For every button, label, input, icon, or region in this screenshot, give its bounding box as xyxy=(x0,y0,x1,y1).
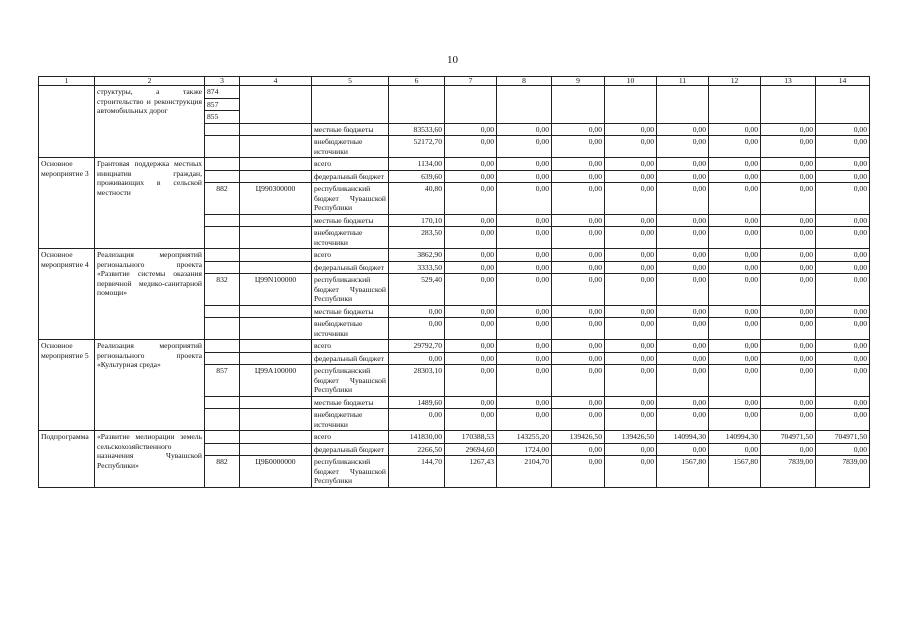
value-cell: 0,00 xyxy=(552,123,605,136)
value-cell: 140994,30 xyxy=(657,431,709,444)
funding-source: всего xyxy=(312,340,389,353)
value-cell: 0,00 xyxy=(605,443,657,456)
value-cell: 0,00 xyxy=(552,396,605,409)
grbs-code: 832 xyxy=(205,274,240,306)
value-cell: 0,00 xyxy=(552,183,605,215)
funding-source: республиканский бюджет Чувашской Республики xyxy=(312,456,389,488)
value-cell: 0,00 xyxy=(605,409,657,431)
value-cell: 0,00 xyxy=(552,158,605,171)
column-number: 11 xyxy=(657,77,709,86)
grbs-code xyxy=(205,396,240,409)
target-code xyxy=(240,214,312,227)
column-number: 5 xyxy=(312,77,389,86)
column-number: 13 xyxy=(761,77,816,86)
value-cell: 83533,60 xyxy=(389,123,445,136)
grbs-code xyxy=(205,261,240,274)
value-cell: 0,00 xyxy=(657,274,709,306)
target-code xyxy=(240,352,312,365)
measure-description: «Развитие мелиорации земель сельскохозяйственного назначения Чувашской Республики» xyxy=(95,431,205,488)
value-cell: 0,00 xyxy=(709,214,761,227)
value-cell: 0,00 xyxy=(552,170,605,183)
value-cell: 0,00 xyxy=(709,227,761,249)
grbs-code xyxy=(205,305,240,318)
value-cell: 0,00 xyxy=(497,305,552,318)
value-cell: 0,00 xyxy=(761,305,816,318)
value-cell xyxy=(445,86,497,124)
value-cell: 141830,00 xyxy=(389,431,445,444)
target-code: Ц99А100000 xyxy=(240,365,312,397)
value-cell: 0,00 xyxy=(389,352,445,365)
value-cell: 0,00 xyxy=(761,158,816,171)
funding-source: федеральный бюджет xyxy=(312,261,389,274)
target-code xyxy=(240,340,312,353)
value-cell: 0,00 xyxy=(445,305,497,318)
cell-col1 xyxy=(39,86,95,158)
value-cell: 0,00 xyxy=(497,214,552,227)
value-cell: 0,00 xyxy=(445,409,497,431)
value-cell: 0,00 xyxy=(709,274,761,306)
value-cell: 0,00 xyxy=(816,340,870,353)
value-cell: 3333,50 xyxy=(389,261,445,274)
value-cell: 0,00 xyxy=(497,170,552,183)
value-cell: 2266,50 xyxy=(389,443,445,456)
column-number: 2 xyxy=(95,77,205,86)
value-cell: 0,00 xyxy=(657,443,709,456)
target-code xyxy=(240,158,312,171)
value-cell: 40,80 xyxy=(389,183,445,215)
value-cell: 0,00 xyxy=(709,340,761,353)
value-cell: 0,00 xyxy=(605,183,657,215)
column-number: 10 xyxy=(605,77,657,86)
value-cell: 0,00 xyxy=(816,274,870,306)
value-cell: 139426,50 xyxy=(605,431,657,444)
value-cell: 0,00 xyxy=(657,305,709,318)
value-cell: 7839,00 xyxy=(761,456,816,488)
column-number-row xyxy=(39,77,870,86)
value-cell: 0,00 xyxy=(657,136,709,158)
value-cell: 0,00 xyxy=(445,158,497,171)
value-cell: 0,00 xyxy=(389,318,445,340)
value-cell: 0,00 xyxy=(816,443,870,456)
funding-source: местные бюджеты xyxy=(312,123,389,136)
grbs-code xyxy=(205,431,240,444)
value-cell: 0,00 xyxy=(709,409,761,431)
funding-source: республиканский бюджет Чувашской Республики xyxy=(312,274,389,306)
value-cell: 0,00 xyxy=(657,214,709,227)
grbs-code: 882 xyxy=(205,456,240,488)
value-cell: 0,00 xyxy=(657,352,709,365)
target-code xyxy=(240,249,312,262)
grbs-code xyxy=(205,340,240,353)
column-number: 8 xyxy=(497,77,552,86)
target-code xyxy=(240,170,312,183)
value-cell: 0,00 xyxy=(497,340,552,353)
value-cell: 0,00 xyxy=(552,214,605,227)
value-cell: 0,00 xyxy=(445,274,497,306)
grbs-code xyxy=(205,249,240,262)
value-cell: 0,00 xyxy=(816,214,870,227)
funding-source: внебюджетные источники xyxy=(312,136,389,158)
funding-source: местные бюджеты xyxy=(312,305,389,318)
column-number: 9 xyxy=(552,77,605,86)
value-cell: 704971,50 xyxy=(761,431,816,444)
value-cell: 0,00 xyxy=(709,365,761,397)
budget-table xyxy=(38,76,870,488)
value-cell: 0,00 xyxy=(497,365,552,397)
value-cell: 1724,00 xyxy=(497,443,552,456)
target-code xyxy=(240,86,312,124)
value-cell: 2104,70 xyxy=(497,456,552,488)
value-cell: 0,00 xyxy=(709,305,761,318)
value-cell: 0,00 xyxy=(709,249,761,262)
value-cell: 1267,43 xyxy=(445,456,497,488)
value-cell: 0,00 xyxy=(761,443,816,456)
value-cell: 0,00 xyxy=(445,123,497,136)
value-cell: 704971,50 xyxy=(816,431,870,444)
value-cell: 0,00 xyxy=(605,214,657,227)
value-cell: 0,00 xyxy=(605,365,657,397)
value-cell: 0,00 xyxy=(657,396,709,409)
value-cell: 0,00 xyxy=(761,183,816,215)
funding-source: местные бюджеты xyxy=(312,396,389,409)
value-cell: 0,00 xyxy=(552,227,605,249)
value-cell xyxy=(389,86,445,124)
value-cell xyxy=(709,86,761,124)
column-number: 4 xyxy=(240,77,312,86)
value-cell: 0,00 xyxy=(605,261,657,274)
value-cell: 0,00 xyxy=(657,365,709,397)
column-number: 12 xyxy=(709,77,761,86)
value-cell: 0,00 xyxy=(497,249,552,262)
value-cell: 7839,00 xyxy=(816,456,870,488)
table-row xyxy=(39,86,870,99)
target-code xyxy=(240,431,312,444)
value-cell: 0,00 xyxy=(445,318,497,340)
measure-description: структуры, а также строительство и реконструкция автомобильных дорог xyxy=(95,86,205,158)
funding-source: республиканский бюджет Чувашской Республики xyxy=(312,365,389,397)
value-cell: 0,00 xyxy=(709,123,761,136)
value-cell: 0,00 xyxy=(552,443,605,456)
value-cell: 0,00 xyxy=(389,409,445,431)
grbs-code: 882 xyxy=(205,183,240,215)
value-cell: 0,00 xyxy=(709,261,761,274)
value-cell: 0,00 xyxy=(605,318,657,340)
value-cell: 170388,53 xyxy=(445,431,497,444)
value-cell: 0,00 xyxy=(657,409,709,431)
funding-source: всего xyxy=(312,431,389,444)
value-cell: 0,00 xyxy=(497,352,552,365)
value-cell: 0,00 xyxy=(497,261,552,274)
grbs-code xyxy=(205,318,240,340)
value-cell: 0,00 xyxy=(761,396,816,409)
value-cell: 0,00 xyxy=(605,136,657,158)
value-cell: 0,00 xyxy=(445,183,497,215)
value-cell: 0,00 xyxy=(605,456,657,488)
value-cell: 0,00 xyxy=(605,340,657,353)
value-cell: 0,00 xyxy=(445,261,497,274)
value-cell: 0,00 xyxy=(761,170,816,183)
value-cell xyxy=(761,86,816,124)
target-code xyxy=(240,227,312,249)
funding-source: внебюджетные источники xyxy=(312,409,389,431)
column-number: 14 xyxy=(816,77,870,86)
value-cell: 0,00 xyxy=(657,158,709,171)
value-cell: 0,00 xyxy=(445,396,497,409)
value-cell: 0,00 xyxy=(445,170,497,183)
value-cell: 0,00 xyxy=(761,409,816,431)
funding-source: местные бюджеты xyxy=(312,214,389,227)
funding-source: республиканский бюджет Чувашской Республики xyxy=(312,183,389,215)
value-cell: 0,00 xyxy=(445,227,497,249)
value-cell: 529,40 xyxy=(389,274,445,306)
value-cell xyxy=(605,86,657,124)
target-code: Ц99N100000 xyxy=(240,274,312,306)
table-body xyxy=(39,77,870,488)
value-cell: 52172,70 xyxy=(389,136,445,158)
table-row xyxy=(39,158,870,171)
value-cell: 0,00 xyxy=(657,261,709,274)
value-cell: 140994,30 xyxy=(709,431,761,444)
grbs-code xyxy=(205,123,240,136)
value-cell: 0,00 xyxy=(552,136,605,158)
value-cell: 0,00 xyxy=(761,214,816,227)
value-cell: 0,00 xyxy=(497,318,552,340)
value-cell xyxy=(497,86,552,124)
grbs-code xyxy=(205,443,240,456)
grbs-code xyxy=(205,158,240,171)
value-cell: 0,00 xyxy=(552,305,605,318)
grbs-code xyxy=(205,227,240,249)
value-cell: 0,00 xyxy=(552,340,605,353)
value-cell: 0,00 xyxy=(605,227,657,249)
value-cell: 139426,50 xyxy=(552,431,605,444)
target-code xyxy=(240,409,312,431)
value-cell: 0,00 xyxy=(657,227,709,249)
value-cell: 29694,60 xyxy=(445,443,497,456)
value-cell: 0,00 xyxy=(816,396,870,409)
value-cell: 0,00 xyxy=(709,396,761,409)
value-cell xyxy=(552,86,605,124)
value-cell: 639,60 xyxy=(389,170,445,183)
value-cell: 1567,80 xyxy=(709,456,761,488)
value-cell: 0,00 xyxy=(761,340,816,353)
column-number: 3 xyxy=(205,77,240,86)
value-cell: 170,10 xyxy=(389,214,445,227)
value-cell: 29792,70 xyxy=(389,340,445,353)
value-cell: 0,00 xyxy=(816,249,870,262)
value-cell: 0,00 xyxy=(605,123,657,136)
grbs-code xyxy=(205,170,240,183)
value-cell: 0,00 xyxy=(657,123,709,136)
value-cell: 0,00 xyxy=(709,136,761,158)
measure-name: Подпрограмма xyxy=(39,431,95,488)
value-cell: 0,00 xyxy=(816,409,870,431)
value-cell: 0,00 xyxy=(445,136,497,158)
value-cell: 0,00 xyxy=(816,261,870,274)
target-code xyxy=(240,318,312,340)
target-code xyxy=(240,443,312,456)
measure-description: Реализация мероприятий регионального проекта «Культурная среда» xyxy=(95,340,205,431)
value-cell: 0,00 xyxy=(709,158,761,171)
value-cell: 0,00 xyxy=(552,352,605,365)
target-code: Ц990300000 xyxy=(240,183,312,215)
grbs-code xyxy=(205,409,240,431)
value-cell: 0,00 xyxy=(605,352,657,365)
grbs-code: 855 xyxy=(205,111,240,124)
value-cell: 144,70 xyxy=(389,456,445,488)
value-cell: 0,00 xyxy=(445,249,497,262)
value-cell: 0,00 xyxy=(657,183,709,215)
funding-source: всего xyxy=(312,158,389,171)
grbs-code: 857 xyxy=(205,98,240,111)
value-cell: 0,00 xyxy=(497,274,552,306)
value-cell: 0,00 xyxy=(657,249,709,262)
value-cell: 0,00 xyxy=(605,170,657,183)
target-code xyxy=(240,396,312,409)
value-cell: 0,00 xyxy=(709,170,761,183)
measure-description: Грантовая поддержка местных инициатив граждан, проживающих в сельской местности xyxy=(95,158,205,249)
value-cell: 0,00 xyxy=(445,214,497,227)
value-cell: 0,00 xyxy=(816,318,870,340)
value-cell: 28303,10 xyxy=(389,365,445,397)
value-cell: 1567,80 xyxy=(657,456,709,488)
page-number: 10 xyxy=(447,54,458,66)
funding-source: внебюджетные источники xyxy=(312,227,389,249)
value-cell: 0,00 xyxy=(552,274,605,306)
table-row xyxy=(39,340,870,353)
value-cell xyxy=(657,86,709,124)
value-cell: 0,00 xyxy=(552,456,605,488)
value-cell: 0,00 xyxy=(497,227,552,249)
value-cell: 0,00 xyxy=(605,305,657,318)
value-cell: 0,00 xyxy=(709,443,761,456)
value-cell: 0,00 xyxy=(657,318,709,340)
value-cell: 0,00 xyxy=(657,340,709,353)
value-cell: 0,00 xyxy=(497,183,552,215)
column-number: 7 xyxy=(445,77,497,86)
target-code: Ц9Б0000000 xyxy=(240,456,312,488)
value-cell: 0,00 xyxy=(816,352,870,365)
value-cell: 0,00 xyxy=(816,170,870,183)
value-cell: 0,00 xyxy=(709,183,761,215)
value-cell: 0,00 xyxy=(761,136,816,158)
grbs-code: 857 xyxy=(205,365,240,397)
value-cell: 0,00 xyxy=(552,409,605,431)
value-cell: 0,00 xyxy=(761,227,816,249)
value-cell: 0,00 xyxy=(445,352,497,365)
value-cell: 0,00 xyxy=(389,305,445,318)
value-cell: 0,00 xyxy=(761,274,816,306)
value-cell: 0,00 xyxy=(605,158,657,171)
value-cell: 0,00 xyxy=(816,305,870,318)
funding-source xyxy=(312,86,389,124)
grbs-code xyxy=(205,214,240,227)
value-cell: 0,00 xyxy=(816,183,870,215)
target-code xyxy=(240,136,312,158)
value-cell: 0,00 xyxy=(761,249,816,262)
measure-name: Основное мероприятие 5 xyxy=(39,340,95,431)
value-cell: 0,00 xyxy=(816,158,870,171)
funding-source: федеральный бюджет xyxy=(312,170,389,183)
value-cell: 0,00 xyxy=(605,274,657,306)
value-cell: 1134,00 xyxy=(389,158,445,171)
value-cell: 0,00 xyxy=(816,123,870,136)
value-cell: 0,00 xyxy=(605,396,657,409)
grbs-code xyxy=(205,136,240,158)
value-cell: 0,00 xyxy=(816,227,870,249)
value-cell: 0,00 xyxy=(761,365,816,397)
value-cell: 0,00 xyxy=(816,136,870,158)
value-cell: 283,50 xyxy=(389,227,445,249)
value-cell: 0,00 xyxy=(761,261,816,274)
value-cell: 0,00 xyxy=(761,123,816,136)
value-cell: 1489,60 xyxy=(389,396,445,409)
value-cell: 0,00 xyxy=(709,318,761,340)
column-number: 1 xyxy=(39,77,95,86)
measure-description: Реализация мероприятий регионального проекта «Развитие системы оказания первичной медико-санитарной помощи» xyxy=(95,249,205,340)
funding-source: федеральный бюджет xyxy=(312,443,389,456)
value-cell: 0,00 xyxy=(445,365,497,397)
value-cell: 0,00 xyxy=(497,158,552,171)
value-cell: 0,00 xyxy=(497,396,552,409)
grbs-code: 874 xyxy=(205,86,240,99)
table-row xyxy=(39,431,870,444)
value-cell: 0,00 xyxy=(816,365,870,397)
value-cell: 0,00 xyxy=(761,318,816,340)
value-cell: 0,00 xyxy=(445,340,497,353)
value-cell: 0,00 xyxy=(497,136,552,158)
measure-name: Основное мероприятие 4 xyxy=(39,249,95,340)
value-cell: 3862,90 xyxy=(389,249,445,262)
funding-source: внебюджетные источники xyxy=(312,318,389,340)
value-cell xyxy=(816,86,870,124)
column-number: 6 xyxy=(389,77,445,86)
value-cell: 0,00 xyxy=(657,170,709,183)
funding-source: всего xyxy=(312,249,389,262)
value-cell: 0,00 xyxy=(552,318,605,340)
value-cell: 0,00 xyxy=(497,409,552,431)
value-cell: 0,00 xyxy=(709,352,761,365)
funding-source: федеральный бюджет xyxy=(312,352,389,365)
table-row xyxy=(39,249,870,262)
value-cell: 143255,20 xyxy=(497,431,552,444)
target-code xyxy=(240,305,312,318)
target-code xyxy=(240,261,312,274)
target-code xyxy=(240,123,312,136)
value-cell: 0,00 xyxy=(552,249,605,262)
value-cell: 0,00 xyxy=(497,123,552,136)
value-cell: 0,00 xyxy=(761,352,816,365)
value-cell: 0,00 xyxy=(552,261,605,274)
value-cell: 0,00 xyxy=(605,249,657,262)
value-cell: 0,00 xyxy=(552,365,605,397)
grbs-code xyxy=(205,352,240,365)
measure-name: Основное мероприятие 3 xyxy=(39,158,95,249)
